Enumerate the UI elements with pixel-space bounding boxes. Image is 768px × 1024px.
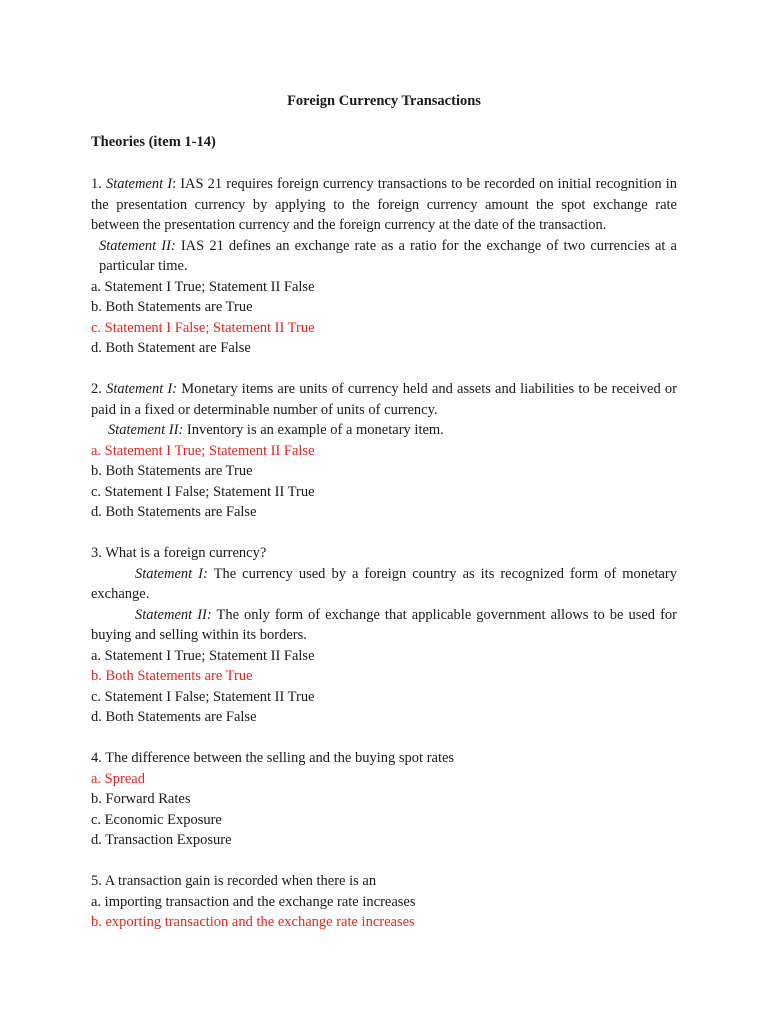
section-heading: Theories (item 1-14): [91, 134, 216, 150]
question-2: [91, 379, 677, 523]
q4-option-b: b. Forward Rates: [91, 791, 191, 807]
q1-option-d: d. Both Statement are False: [91, 340, 251, 356]
q2-s2-text: Inventory is an example of a monetary item.: [183, 422, 444, 438]
q1-s2-text: IAS 21 defines an exchange rate as a ratio for the exchange of two currencies at a particular time.: [99, 237, 677, 274]
q4-question: 4. The difference between the selling and the buying spot rates: [91, 750, 455, 766]
q3-s1-label: Statement I:: [135, 565, 208, 582]
q1-s1-text: : IAS 21 requires foreign currency transactions to be recorded on initial recognition in the presentation currency by applying to the foreign currency amount the spot exchange rate between the presentation currency and the foreign currency at the date of the transaction.: [91, 176, 678, 233]
q3-s2-text: The only form of exchange that applicable government allows to be used for buying and selling within its borders.: [91, 606, 677, 643]
q2-option-c: c. Statement I False; Statement II True: [91, 483, 315, 500]
q2-s2-label: Statement II:: [108, 422, 184, 438]
q1-option-a: a. Statement I True; Statement II False: [91, 278, 315, 295]
q4-option-a: a. Spread: [91, 770, 145, 787]
q3-option-a: a. Statement I True; Statement II False: [91, 647, 315, 664]
q5-option-b: b. exporting transaction and the exchange rate increases: [91, 914, 415, 930]
q2-statement-1: [91, 379, 677, 420]
q5-question: 5. A transaction gain is recorded when there is an: [91, 873, 377, 889]
q1-statement-2: [91, 236, 677, 277]
q1-number: 1.: [91, 176, 102, 192]
q3-statement-1: [91, 564, 677, 605]
q1-option-b: b. Both Statements are True: [91, 299, 253, 315]
q1-option-c: c. Statement I False; Statement II True: [91, 319, 315, 336]
q3-option-d: d. Both Statements are False: [91, 709, 257, 725]
question-1: [91, 174, 677, 359]
question-5: [91, 871, 677, 933]
q3-option-b: b. Both Statements are True: [91, 668, 253, 684]
q1-s2-label: Statement II:: [99, 237, 176, 254]
q3-option-c: c. Statement I False; Statement II True: [91, 688, 315, 705]
q1-s1-label: Statement I: [105, 176, 173, 192]
document-title: Foreign Currency Transactions: [287, 93, 481, 109]
q2-number: 2.: [91, 381, 102, 397]
q3-s2-label: Statement II:: [135, 606, 212, 623]
q3-s1-text: The currency used by a foreign country as its recognized form of monetary exchange.: [91, 565, 677, 602]
q3-question: 3. What is a foreign currency?: [91, 545, 267, 561]
q2-s1-text: Monetary items are units of currency held and assets and liabilities to be received or paid in a fixed or determinable number of units of currency.: [91, 381, 677, 418]
q1-statement-1: [91, 174, 677, 236]
q2-option-a: a. Statement I True; Statement II False: [91, 442, 315, 459]
q5-option-a: a. importing transaction and the exchange rate increases: [91, 893, 416, 910]
q4-option-d: d. Transaction Exposure: [91, 832, 232, 848]
question-4: [91, 748, 677, 851]
q2-statement-2: [91, 420, 677, 441]
q4-option-c: c. Economic Exposure: [91, 811, 222, 828]
question-3: [91, 543, 677, 728]
q2-option-b: b. Both Statements are True: [91, 463, 253, 479]
q2-s1-label: Statement I:: [106, 381, 178, 397]
q3-statement-2: [91, 605, 677, 646]
q2-option-d: d. Both Statements are False: [91, 504, 257, 520]
